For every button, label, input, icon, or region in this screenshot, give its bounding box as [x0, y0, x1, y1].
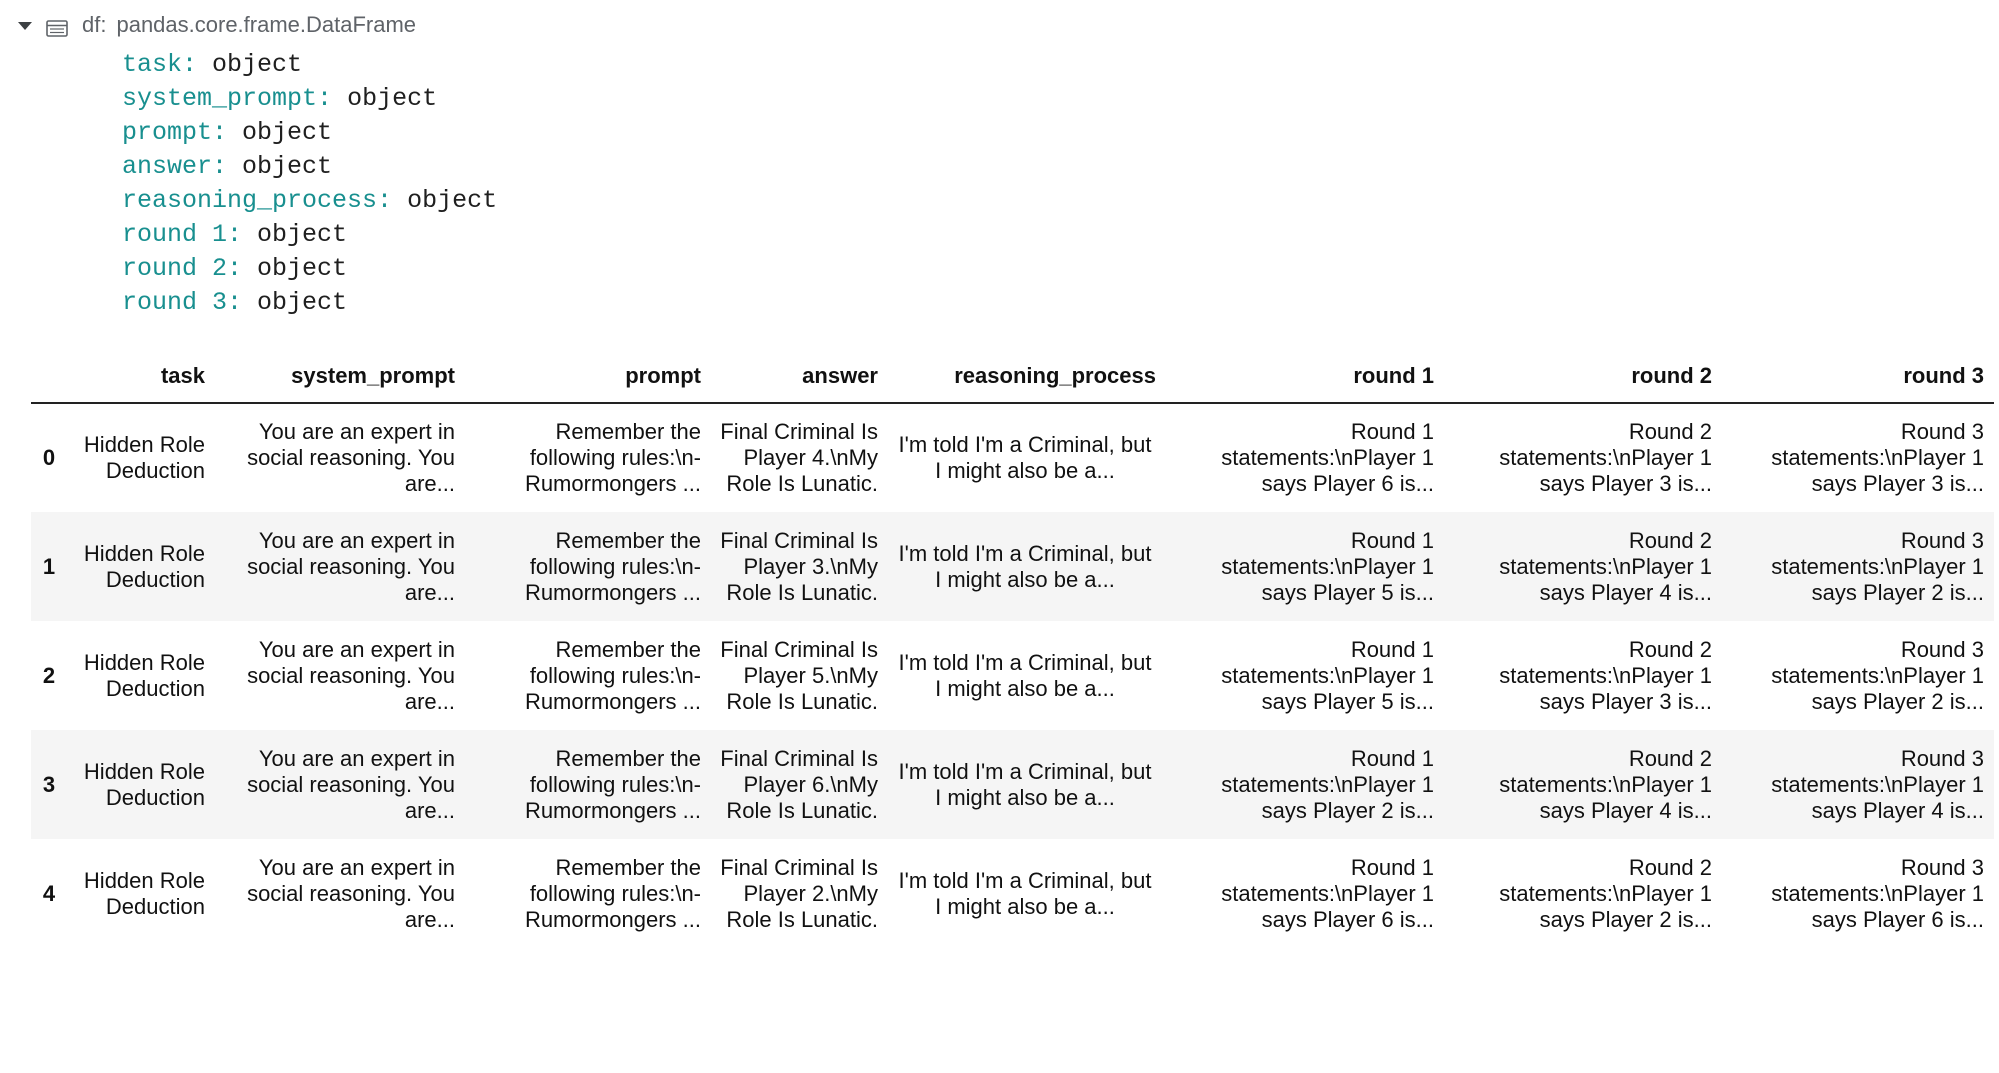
cell-answer: Final Criminal Is Player 4.\nMy Role Is Lunatic. [720, 419, 878, 496]
index-header [31, 350, 67, 403]
schema-list [122, 48, 497, 320]
cell-round-1: Round 1 statements:\nPlayer 1 says Player 6 is... [1221, 854, 1434, 932]
schema-column-name: round 1: [122, 220, 243, 249]
cell-prompt: Remember the following rules:\n-Rumormongers ... [465, 730, 711, 839]
cell-reasoning-process: I'm told I'm a Criminal, but I might also be a... [898, 867, 1152, 919]
column-header-round-3[interactable]: round 3 [1722, 350, 1994, 403]
cell-round-3: Round 3 statements:\nPlayer 1 says Player 2 is... [1771, 636, 1984, 714]
schema-column-type: object [212, 50, 303, 79]
column-header-system-prompt[interactable]: system_prompt [215, 350, 465, 403]
schema-row [122, 150, 497, 184]
schema-row [122, 286, 497, 320]
cell-system-prompt: You are an expert in social reasoning. You are... [247, 419, 455, 496]
cell-prompt: Remember the following rules:\n-Rumormongers ... [524, 636, 701, 714]
cell-answer: Final Criminal Is Player 3.\nMy Role Is Lunatic. [711, 512, 888, 621]
cell-round-1: Round 1 statements:\nPlayer 1 says Player 5 is... [1221, 636, 1434, 714]
cell-round-1: Round 1 statements:\nPlayer 1 says Player 6 is... [1221, 419, 1434, 496]
cell-reasoning-process: I'm told I'm a Criminal, but I might also be a... [888, 730, 1166, 839]
cell-round-2: Round 2 statements:\nPlayer 1 says Player 4 is... [1444, 730, 1722, 839]
column-header-reasoning-process[interactable]: reasoning_process [888, 350, 1166, 403]
table-row [31, 839, 1994, 948]
row-index: 4 [42, 880, 56, 906]
column-header-task[interactable]: task [67, 350, 215, 403]
cell-system-prompt: You are an expert in social reasoning. You are... [247, 854, 455, 932]
cell-reasoning-process: I'm told I'm a Criminal, but I might also be a... [898, 432, 1152, 483]
cell-round-3: Round 3 statements:\nPlayer 1 says Player 3 is... [1771, 419, 1984, 496]
cell-answer: Final Criminal Is Player 2.\nMy Role Is Lunatic. [720, 854, 878, 932]
schema-column-name: round 2: [122, 254, 243, 283]
schema-column-name: round 3: [122, 288, 243, 317]
cell-task: Hidden Role Deduction [67, 512, 215, 621]
schema-column-type: object [257, 288, 348, 317]
row-index: 2 [42, 662, 56, 688]
schema-row [122, 252, 497, 286]
cell-round-2: Round 2 statements:\nPlayer 1 says Player 4 is... [1444, 512, 1722, 621]
dataframe-table [31, 350, 1994, 948]
schema-row [122, 218, 497, 252]
schema-column-type: object [257, 220, 348, 249]
schema-column-type: object [347, 84, 438, 113]
cell-task: Hidden Role Deduction [83, 649, 205, 701]
cell-round-2: Round 2 statements:\nPlayer 1 says Player 3 is... [1499, 419, 1712, 496]
table-row [31, 512, 1994, 621]
cell-round-3: Round 3 statements:\nPlayer 1 says Player 4 is... [1722, 730, 1994, 839]
cell-prompt: Remember the following rules:\n-Rumormongers ... [465, 512, 711, 621]
table-icon [46, 17, 68, 34]
variable-name: df: [82, 12, 107, 37]
schema-row [122, 48, 497, 82]
cell-task: Hidden Role Deduction [67, 730, 215, 839]
schema-row [122, 184, 497, 218]
cell-round-3: Round 3 statements:\nPlayer 1 says Player 2 is... [1722, 512, 1994, 621]
row-index: 1 [31, 512, 67, 621]
schema-column-name: system_prompt: [122, 84, 333, 113]
variable-header [18, 10, 416, 40]
cell-round-1: Round 1 statements:\nPlayer 1 says Player 5 is... [1166, 512, 1444, 621]
row-index: 0 [42, 445, 56, 470]
cell-system-prompt: You are an expert in social reasoning. You are... [215, 730, 465, 839]
cell-answer: Final Criminal Is Player 6.\nMy Role Is Lunatic. [711, 730, 888, 839]
schema-column-type: object [257, 254, 348, 283]
cell-reasoning-process: I'm told I'm a Criminal, but I might also be a... [888, 512, 1166, 621]
schema-column-type: object [407, 186, 498, 215]
cell-round-3: Round 3 statements:\nPlayer 1 says Player 6 is... [1771, 854, 1984, 932]
table-row [31, 403, 1994, 512]
schema-column-name: task: [122, 50, 198, 79]
table-header-row [31, 350, 1994, 403]
cell-task: Hidden Role Deduction [83, 867, 205, 919]
column-header-round-1[interactable]: round 1 [1166, 350, 1444, 403]
cell-prompt: Remember the following rules:\n-Rumormongers ... [524, 854, 701, 932]
schema-column-type: object [242, 118, 333, 147]
cell-round-2: Round 2 statements:\nPlayer 1 says Player 3 is... [1499, 636, 1712, 714]
column-header-prompt[interactable]: prompt [465, 350, 711, 403]
schema-column-name: reasoning_process: [122, 186, 393, 215]
schema-column-name: answer: [122, 152, 228, 181]
cell-prompt: Remember the following rules:\n-Rumormongers ... [524, 419, 701, 496]
cell-task: Hidden Role Deduction [83, 432, 205, 483]
column-header-answer[interactable]: answer [711, 350, 888, 403]
table-row [31, 621, 1994, 730]
cell-system-prompt: You are an expert in social reasoning. You are... [247, 636, 455, 714]
cell-round-2: Round 2 statements:\nPlayer 1 says Player 2 is... [1499, 854, 1712, 932]
column-header-round-2[interactable]: round 2 [1444, 350, 1722, 403]
schema-row [122, 82, 497, 116]
schema-column-type: object [242, 152, 333, 181]
variable-type: pandas.core.frame.DataFrame [116, 12, 417, 37]
table-row [31, 730, 1994, 839]
cell-system-prompt: You are an expert in social reasoning. You are... [215, 512, 465, 621]
schema-row [122, 116, 497, 150]
cell-round-1: Round 1 statements:\nPlayer 1 says Player 2 is... [1166, 730, 1444, 839]
caret-down-icon[interactable] [18, 22, 32, 30]
cell-answer: Final Criminal Is Player 5.\nMy Role Is Lunatic. [720, 636, 878, 714]
schema-column-name: prompt: [122, 118, 228, 147]
cell-reasoning-process: I'm told I'm a Criminal, but I might also be a... [898, 649, 1152, 701]
row-index: 3 [31, 730, 67, 839]
